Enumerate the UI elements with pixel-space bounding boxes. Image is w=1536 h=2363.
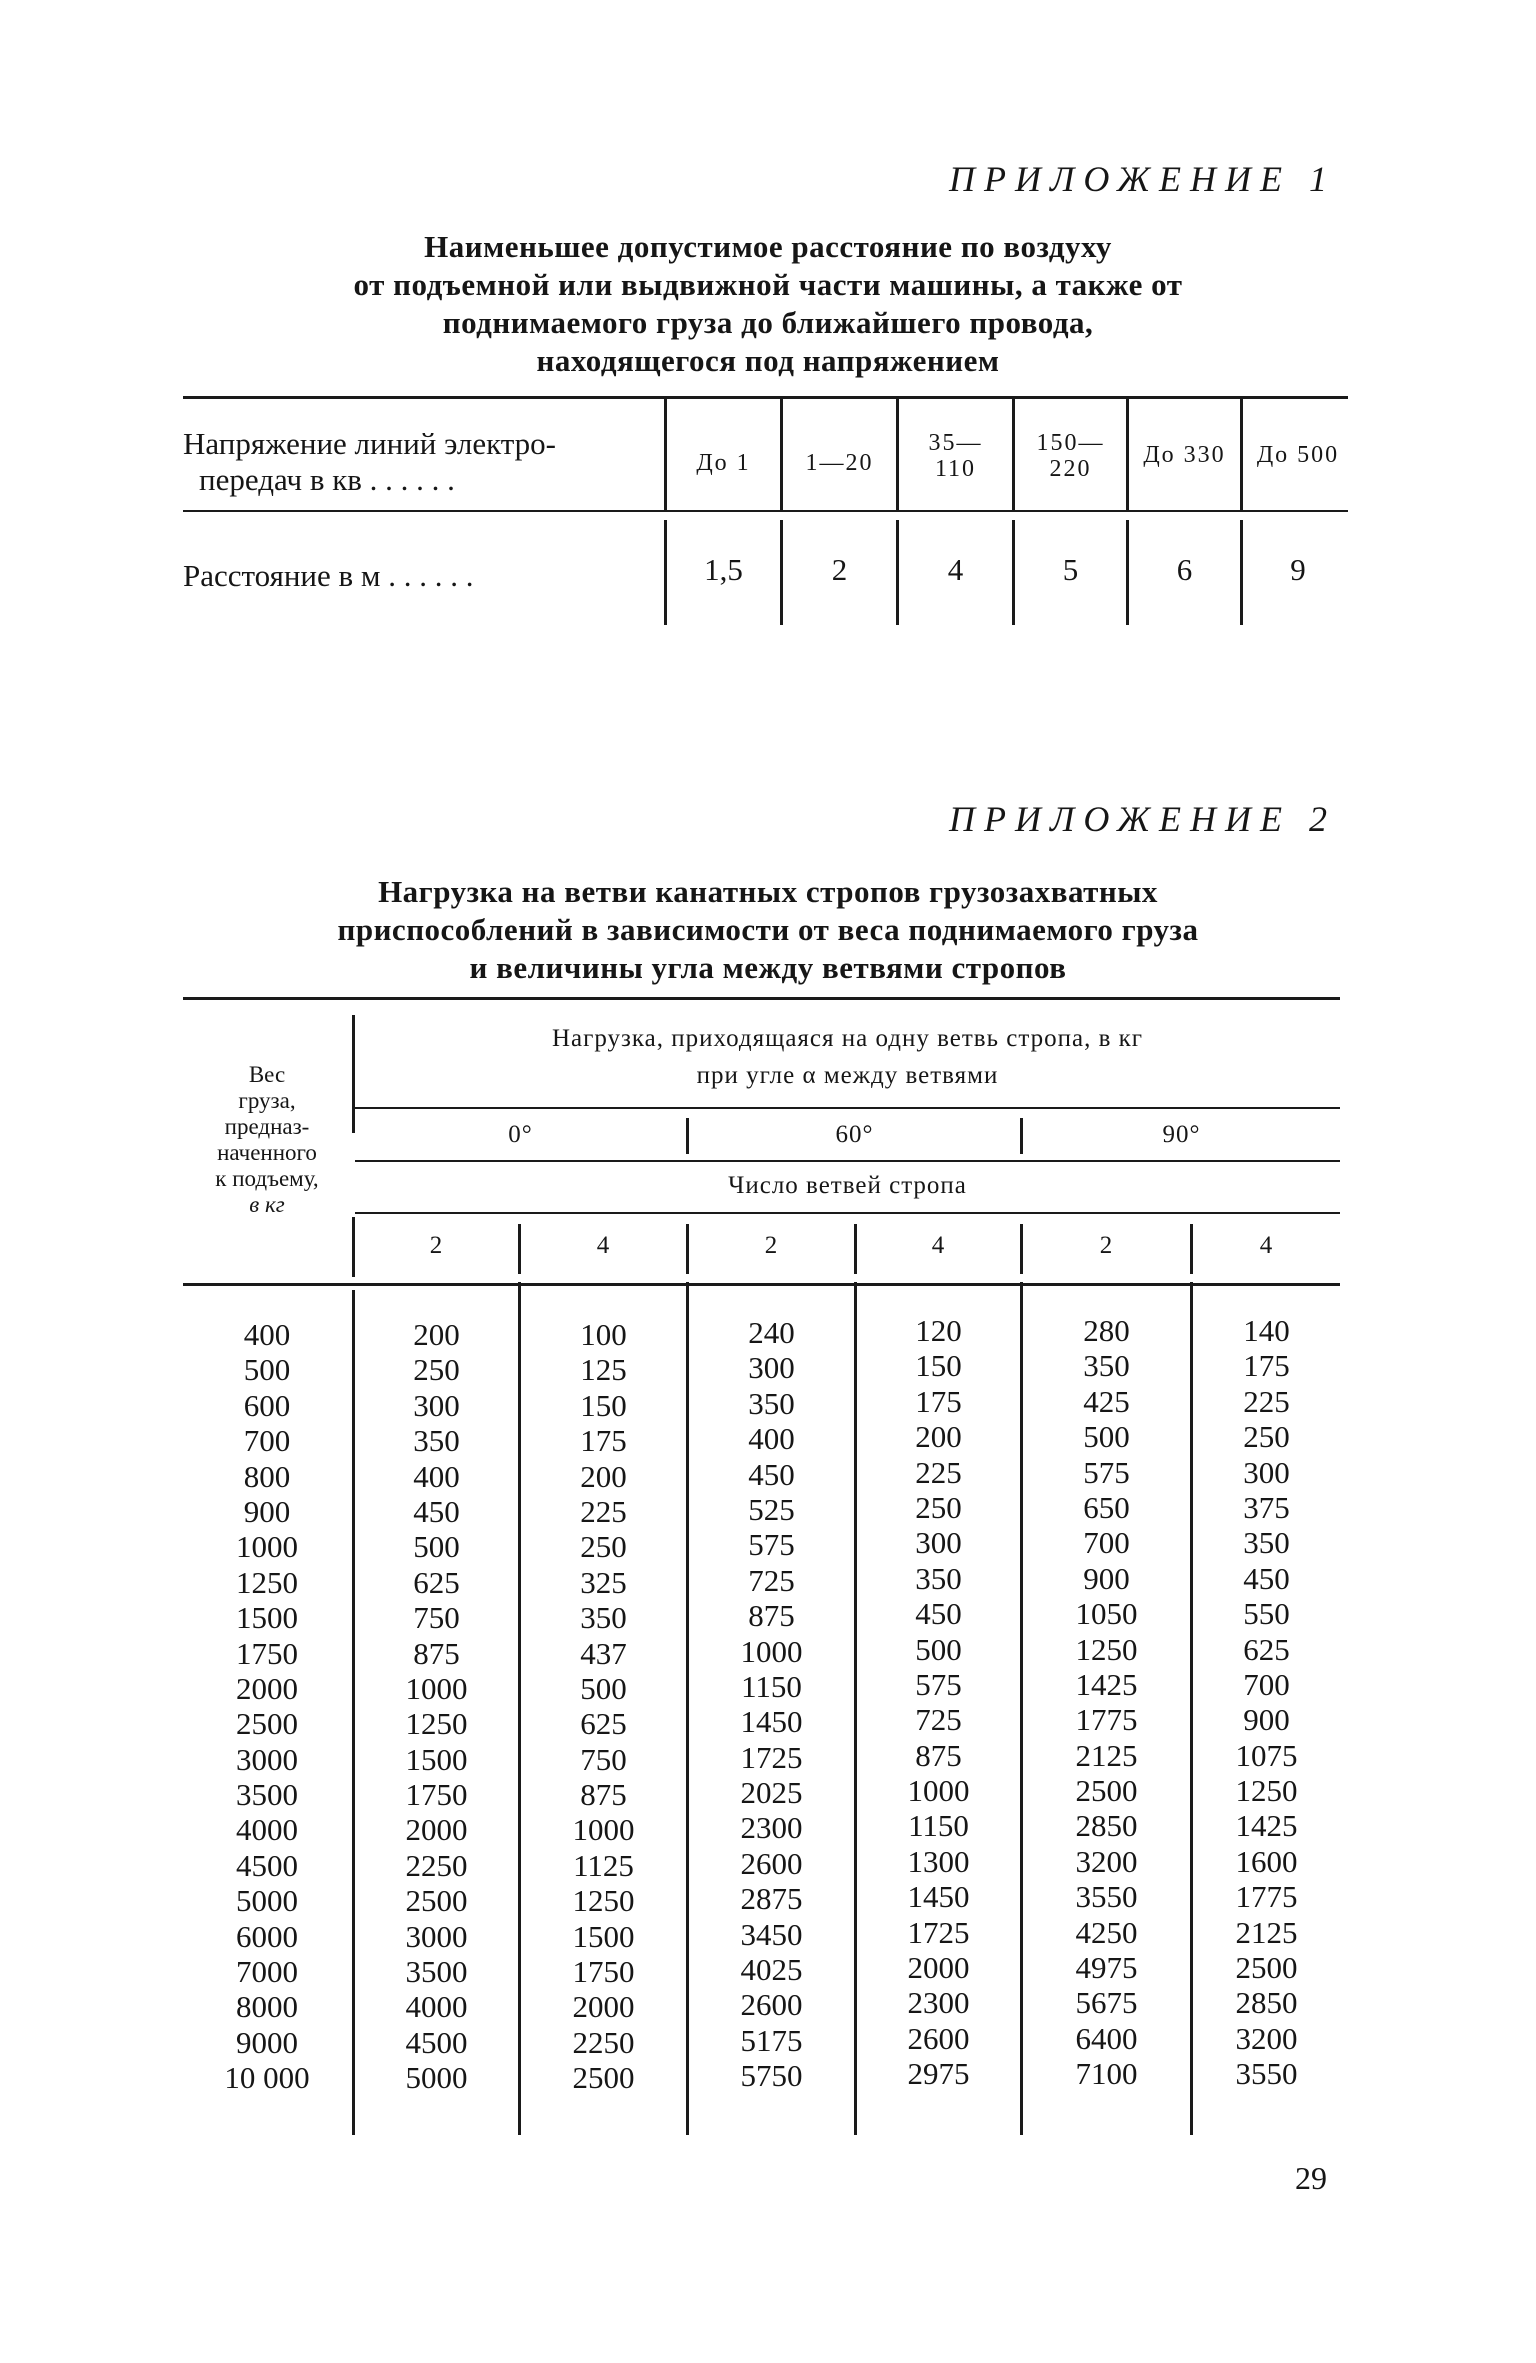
table-cell: 2875 bbox=[740, 1881, 803, 1917]
table-cell: 500 bbox=[1083, 1419, 1130, 1455]
distance-cell: 6 bbox=[1176, 552, 1193, 587]
table-cell: 3550 bbox=[1075, 1879, 1138, 1915]
table-cell: 900 bbox=[1243, 1702, 1290, 1738]
distance-cell: 9 bbox=[1290, 552, 1306, 587]
table-cell: 1725 bbox=[740, 1739, 803, 1775]
table-cell: 300 bbox=[413, 1387, 460, 1423]
table-cell: 200 bbox=[413, 1317, 460, 1352]
table-cell: 1000 bbox=[740, 1633, 803, 1669]
table-cell: 350 bbox=[1243, 1525, 1290, 1561]
table-cell: 600 bbox=[243, 1387, 291, 1423]
table-cell: 575 bbox=[1083, 1454, 1130, 1490]
table-cell: 1750 bbox=[405, 1777, 468, 1813]
caption-line: поднимаемого груза до ближайшего провода, bbox=[442, 305, 1094, 340]
table-cell: 2000 bbox=[572, 1989, 635, 2025]
header-line: груза, bbox=[238, 1088, 296, 1113]
distance-cell: 5 bbox=[1062, 552, 1079, 587]
table-cell: 150 bbox=[580, 1387, 627, 1423]
rule bbox=[183, 510, 1348, 512]
table-cell: 2125 bbox=[1235, 1914, 1298, 1950]
table-cell: 4250 bbox=[1075, 1914, 1138, 1950]
table-cell: 7000 bbox=[236, 1954, 298, 1990]
table-cell: 437 bbox=[580, 1635, 627, 1671]
table-cell: 2000 bbox=[405, 1812, 468, 1848]
table-cell: 2500 bbox=[1235, 1950, 1298, 1986]
table-cell: 800 bbox=[243, 1458, 291, 1494]
table-cell: 120 bbox=[915, 1313, 962, 1348]
table-cell: 450 bbox=[413, 1493, 460, 1529]
table-cell: 7100 bbox=[1075, 2056, 1138, 2092]
table-cell: 1425 bbox=[1075, 1666, 1138, 1702]
header-line: при угле α между ветвями bbox=[696, 1062, 999, 1089]
table-cell: 1425 bbox=[1235, 1808, 1298, 1844]
table-cell: 1000 bbox=[405, 1670, 468, 1706]
table-cell: 2600 bbox=[740, 1845, 803, 1881]
table-cell: 4000 bbox=[236, 1812, 298, 1848]
appendix-2-heading: ПРИЛОЖЕНИЕ 2 bbox=[949, 799, 1336, 839]
table-cell: 1000 bbox=[907, 1773, 970, 1809]
table-cell: 650 bbox=[1083, 1489, 1130, 1525]
load-column-0deg-2 bbox=[355, 1317, 518, 2096]
table-cell: 450 bbox=[915, 1596, 962, 1632]
table-cell: 3500 bbox=[236, 1777, 298, 1813]
table-cell: 1750 bbox=[572, 1954, 635, 1990]
table-cell: 1050 bbox=[1075, 1596, 1138, 1632]
table-cell: 250 bbox=[413, 1352, 460, 1388]
table-cell: 150 bbox=[915, 1348, 962, 1384]
table-cell: 1725 bbox=[907, 1914, 970, 1950]
distance-cell: 2 bbox=[831, 552, 848, 587]
table-cell: 2250 bbox=[405, 1847, 468, 1883]
header-line: Нагрузка, приходящаяся на одну ветвь стропа, в кг bbox=[551, 1025, 1144, 1052]
table-cell: 2300 bbox=[907, 1985, 970, 2021]
table-cell: 225 bbox=[915, 1454, 962, 1490]
table-cell: 1150 bbox=[908, 1808, 969, 1844]
table-cell: 9000 bbox=[236, 2024, 298, 2060]
angle-header: 60° bbox=[835, 1121, 874, 1148]
table-cell: 900 bbox=[1083, 1560, 1130, 1596]
appendix-2-caption bbox=[0, 873, 1536, 987]
table-cell: 2125 bbox=[1075, 1737, 1138, 1773]
table-cell: 4500 bbox=[405, 2024, 468, 2060]
table-cell: 750 bbox=[413, 1600, 460, 1636]
table-cell: 400 bbox=[748, 1421, 795, 1457]
rule bbox=[183, 1283, 1340, 1286]
table-cell: 6000 bbox=[236, 1918, 298, 1954]
voltage-line: 110 bbox=[934, 456, 977, 482]
caption-line: находящегося под напряжением bbox=[536, 343, 1000, 378]
caption-line: Нагрузка на ветви канатных стропов грузозахватных bbox=[378, 874, 1158, 909]
table-cell: 875 bbox=[580, 1777, 627, 1813]
table-cell: 1250 bbox=[405, 1706, 468, 1742]
caption-line: от подъемной или выдвижной части машины, а также от bbox=[353, 267, 1183, 302]
table-cell: 200 bbox=[580, 1458, 627, 1494]
branch-count: 2 bbox=[429, 1232, 444, 1259]
table-cell: 1150 bbox=[741, 1668, 802, 1704]
distance-cell: 4 bbox=[947, 552, 964, 587]
table-cell: 4000 bbox=[405, 1989, 468, 2025]
table-cell: 525 bbox=[748, 1491, 795, 1527]
table-cell: 2500 bbox=[405, 1883, 468, 1919]
table-cell: 2600 bbox=[740, 1987, 803, 2023]
table-cell: 725 bbox=[748, 1562, 795, 1598]
table-cell: 300 bbox=[1243, 1454, 1290, 1490]
voltage-line: 35— bbox=[928, 430, 983, 456]
branch-count: 4 bbox=[931, 1232, 946, 1259]
table-cell: 350 bbox=[580, 1600, 627, 1636]
table-cell: 1750 bbox=[236, 1635, 298, 1671]
table-cell: 225 bbox=[1243, 1383, 1290, 1419]
table-cell: 700 bbox=[1083, 1525, 1130, 1561]
table-cell: 1250 bbox=[236, 1564, 298, 1600]
table-cell: 1600 bbox=[1235, 1843, 1298, 1879]
table-cell: 625 bbox=[580, 1706, 627, 1742]
table-cell: 4025 bbox=[740, 1952, 803, 1988]
table-cell: 875 bbox=[915, 1737, 962, 1773]
rule bbox=[355, 1160, 1340, 1162]
table-cell: 700 bbox=[243, 1423, 291, 1459]
angle-header: 0° bbox=[508, 1121, 533, 1148]
table-cell: 1125 bbox=[573, 1847, 634, 1883]
voltage-cell: До 500 bbox=[1256, 442, 1340, 468]
table-cell: 2250 bbox=[572, 2024, 635, 2060]
table-cell: 175 bbox=[1243, 1348, 1290, 1384]
table-cell: 240 bbox=[748, 1315, 795, 1350]
table-cell: 1000 bbox=[236, 1529, 298, 1565]
table-cell: 300 bbox=[748, 1350, 795, 1386]
table-cell: 200 bbox=[915, 1419, 962, 1455]
table-cell: 875 bbox=[413, 1635, 460, 1671]
table-cell: 550 bbox=[1243, 1596, 1290, 1632]
label-line: Напряжение линий электро- bbox=[183, 426, 556, 461]
table-cell: 10 000 bbox=[224, 2060, 310, 2096]
table-cell: 140 bbox=[1243, 1313, 1290, 1348]
table-cell: 350 bbox=[1083, 1348, 1130, 1384]
branch-count: 2 bbox=[1099, 1232, 1114, 1259]
table-cell: 125 bbox=[580, 1352, 627, 1388]
table-cell: 1000 bbox=[572, 1812, 635, 1848]
table-cell: 700 bbox=[1243, 1666, 1290, 1702]
table-cell: 175 bbox=[915, 1383, 962, 1419]
weight-header bbox=[183, 1062, 351, 1218]
table-cell: 500 bbox=[243, 1352, 291, 1388]
branch-count: 4 bbox=[1259, 1232, 1274, 1259]
table-cell: 1775 bbox=[1235, 1879, 1298, 1915]
table-cell: 100 bbox=[580, 1317, 627, 1352]
rule bbox=[183, 997, 1340, 1000]
table-cell: 750 bbox=[580, 1741, 627, 1777]
table-cell: 1250 bbox=[1235, 1773, 1298, 1809]
table-cell: 3000 bbox=[236, 1741, 298, 1777]
table-cell: 625 bbox=[413, 1564, 460, 1600]
table-cell: 325 bbox=[580, 1564, 627, 1600]
table-cell: 350 bbox=[748, 1385, 795, 1421]
appendix-1-heading: ПРИЛОЖЕНИЕ 1 bbox=[949, 159, 1336, 199]
page-number: 29 bbox=[1295, 2160, 1327, 2196]
table-cell: 375 bbox=[1243, 1489, 1290, 1525]
rule bbox=[355, 1107, 1340, 1109]
table-cell: 5675 bbox=[1075, 1985, 1138, 2021]
voltage-line: 150— bbox=[1036, 430, 1105, 456]
caption-line: Наименьшее допустимое расстояние по воздуху bbox=[424, 229, 1112, 264]
table-cell: 5175 bbox=[740, 2022, 803, 2058]
voltage-line: 220 bbox=[1049, 456, 1092, 482]
table-cell: 500 bbox=[915, 1631, 962, 1667]
table-cell: 3450 bbox=[740, 1916, 803, 1952]
table-cell: 400 bbox=[413, 1458, 460, 1494]
header-line: предназ- bbox=[224, 1114, 310, 1139]
table-cell: 1250 bbox=[1075, 1631, 1138, 1667]
table-cell: 3500 bbox=[405, 1954, 468, 1990]
distance-cell: 1,5 bbox=[704, 552, 743, 587]
table-cell: 4500 bbox=[236, 1847, 298, 1883]
table-cell: 6400 bbox=[1075, 2020, 1138, 2056]
table-cell: 5000 bbox=[236, 1883, 298, 1919]
rule bbox=[355, 1212, 1340, 1214]
appendix-1-caption bbox=[0, 228, 1536, 380]
table-cell: 575 bbox=[915, 1666, 962, 1702]
table-cell: 2500 bbox=[572, 2060, 635, 2096]
header-line: к подъему, bbox=[215, 1166, 319, 1191]
load-column-90deg-2 bbox=[1023, 1313, 1190, 2092]
table-cell: 250 bbox=[580, 1529, 627, 1565]
table-cell: 175 bbox=[580, 1423, 627, 1459]
table-cell: 2025 bbox=[740, 1775, 803, 1811]
header-line: в кг bbox=[249, 1192, 285, 1217]
table-cell: 3000 bbox=[405, 1918, 468, 1954]
table-cell: 5750 bbox=[740, 2058, 803, 2094]
branch-count: 2 bbox=[764, 1232, 779, 1259]
table-cell: 625 bbox=[1243, 1631, 1290, 1667]
voltage-cell: 1—20 bbox=[805, 450, 874, 476]
table-cell: 725 bbox=[915, 1702, 962, 1738]
load-column-90deg-4 bbox=[1193, 1313, 1340, 2092]
table-cell: 1500 bbox=[236, 1600, 298, 1636]
load-column-0deg-4 bbox=[521, 1317, 686, 2096]
table-cell: 500 bbox=[413, 1529, 460, 1565]
caption-line: и величины угла между ветвями стропов bbox=[469, 950, 1067, 985]
table-cell: 2300 bbox=[740, 1810, 803, 1846]
table-cell: 1450 bbox=[740, 1704, 803, 1740]
table-cell: 250 bbox=[1243, 1419, 1290, 1455]
table-cell: 350 bbox=[413, 1423, 460, 1459]
table-cell: 900 bbox=[243, 1493, 291, 1529]
branch-count: 4 bbox=[596, 1232, 611, 1259]
table-cell: 3200 bbox=[1235, 2020, 1298, 2056]
table-cell: 450 bbox=[748, 1456, 795, 1492]
voltage-cell bbox=[899, 430, 1012, 482]
table-cell: 225 bbox=[580, 1493, 627, 1529]
table-cell: 1250 bbox=[572, 1883, 635, 1919]
table-cell: 2850 bbox=[1235, 1985, 1298, 2021]
table-cell: 2000 bbox=[236, 1670, 298, 1706]
header-line: Вес bbox=[248, 1062, 286, 1087]
table-cell: 250 bbox=[915, 1489, 962, 1525]
label-line: передач в кв . . . . . . bbox=[199, 462, 455, 497]
table-cell: 400 bbox=[243, 1317, 291, 1352]
table-cell: 5000 bbox=[405, 2060, 468, 2096]
table-cell: 3550 bbox=[1235, 2056, 1298, 2092]
voltage-cell bbox=[1015, 430, 1126, 482]
table-cell: 425 bbox=[1083, 1383, 1130, 1419]
voltage-cell: До 330 bbox=[1143, 442, 1226, 468]
table-cell: 280 bbox=[1083, 1313, 1130, 1348]
table-cell: 3200 bbox=[1075, 1843, 1138, 1879]
table-cell: 4975 bbox=[1075, 1950, 1138, 1986]
table-cell: 2975 bbox=[907, 2056, 970, 2092]
table-cell: 1075 bbox=[1235, 1737, 1298, 1773]
rule bbox=[183, 396, 1348, 399]
table-cell: 2850 bbox=[1075, 1808, 1138, 1844]
table-cell: 1775 bbox=[1075, 1702, 1138, 1738]
load-column-60deg-4 bbox=[857, 1313, 1020, 2092]
weights-column bbox=[183, 1317, 351, 2096]
table-cell: 875 bbox=[748, 1598, 795, 1634]
table-cell: 1500 bbox=[572, 1918, 635, 1954]
table-cell: 1450 bbox=[907, 1879, 970, 1915]
table-cell: 2500 bbox=[236, 1706, 298, 1742]
load-column-60deg-2 bbox=[689, 1315, 854, 2094]
table-cell: 2600 bbox=[907, 2020, 970, 2056]
branches-header: Число ветвей стропа bbox=[728, 1172, 967, 1199]
table-cell: 450 bbox=[1243, 1560, 1290, 1596]
caption-line: приспособлений в зависимости от веса поднимаемого груза bbox=[337, 912, 1199, 947]
load-header bbox=[355, 1020, 1340, 1094]
distance-row-label: Расстояние в м . . . . . . bbox=[183, 558, 474, 593]
table-cell: 2500 bbox=[1075, 1773, 1138, 1809]
table-cell: 2000 bbox=[907, 1950, 970, 1986]
angle-header: 90° bbox=[1162, 1121, 1201, 1148]
table-cell: 8000 bbox=[236, 1989, 298, 2025]
voltage-cell: До 1 bbox=[696, 450, 751, 476]
table-cell: 300 bbox=[915, 1525, 962, 1561]
header-line: наченного bbox=[217, 1140, 317, 1165]
table-cell: 350 bbox=[915, 1560, 962, 1596]
table-cell: 500 bbox=[580, 1670, 627, 1706]
table-cell: 575 bbox=[748, 1527, 795, 1563]
table-cell: 1500 bbox=[405, 1741, 468, 1777]
table-cell: 1300 bbox=[907, 1843, 970, 1879]
voltage-row-label bbox=[183, 426, 556, 498]
